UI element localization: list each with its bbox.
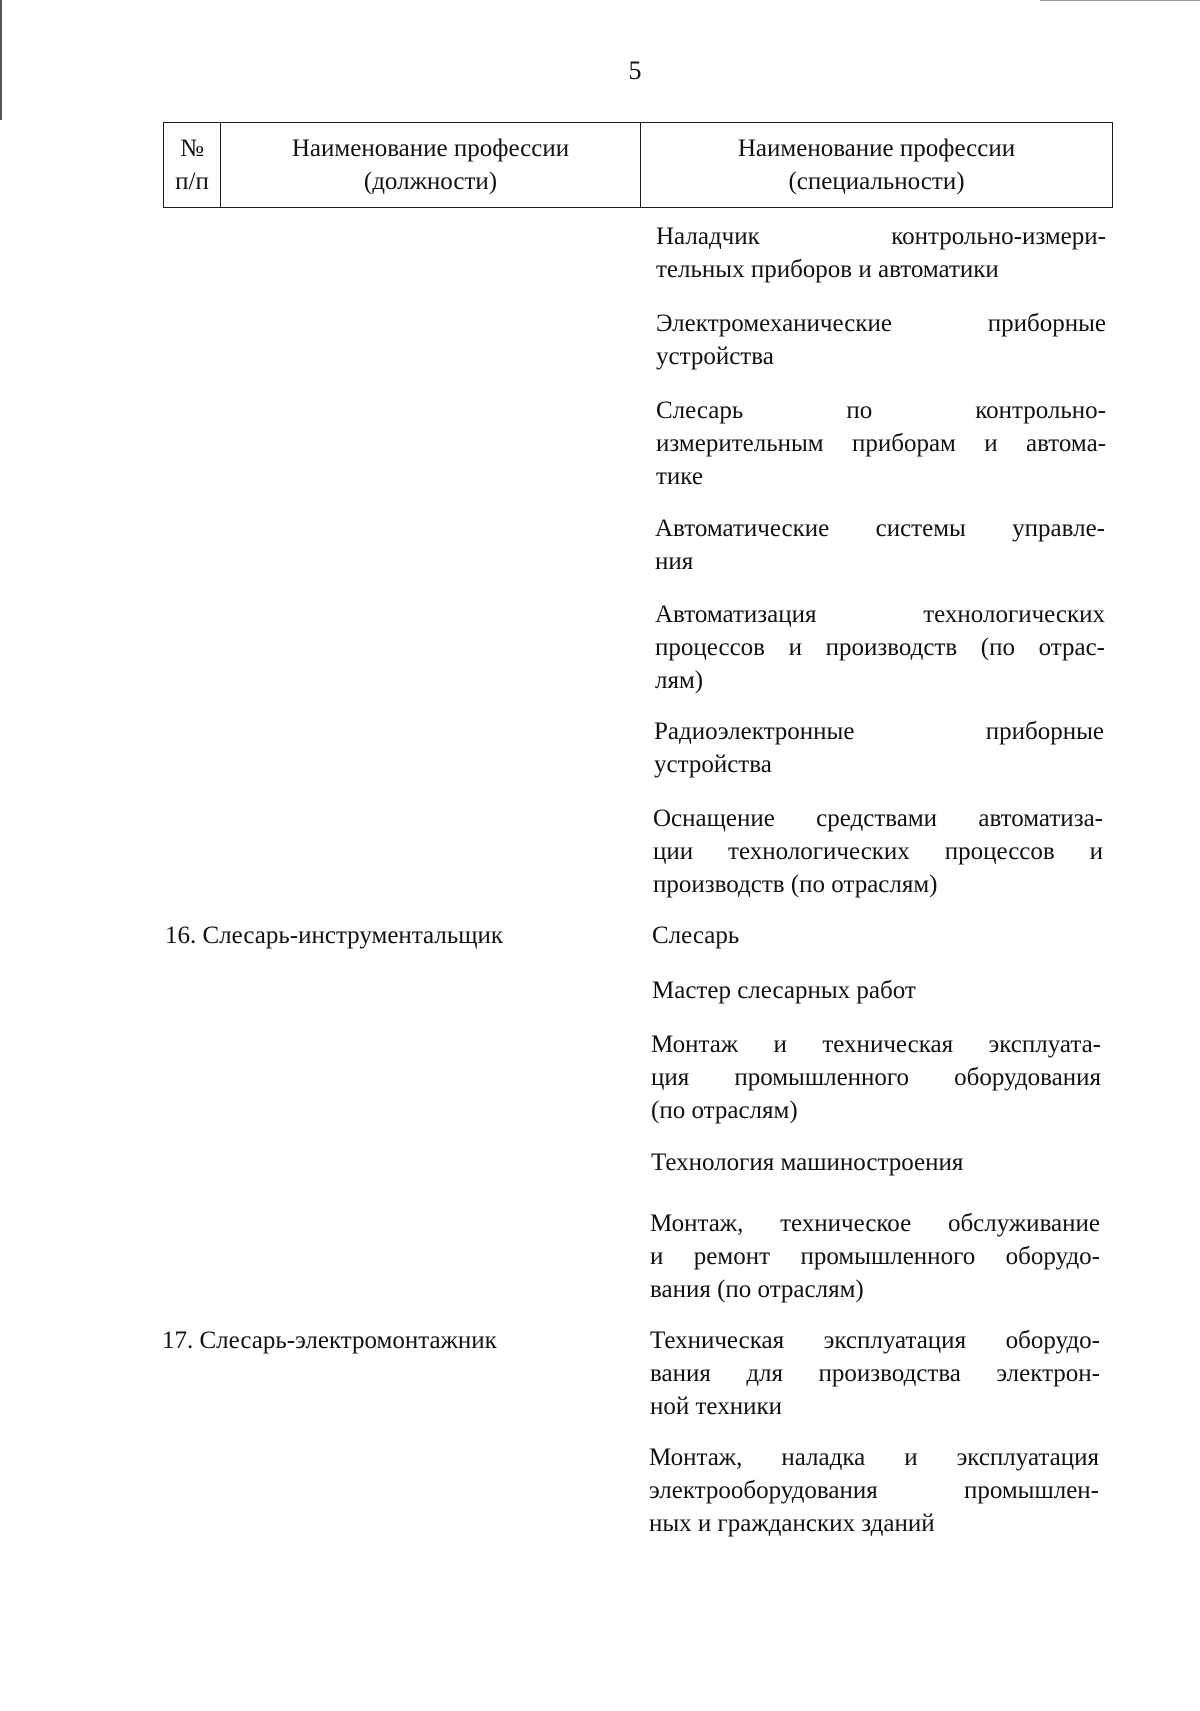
specialty-line: ции технологических процессов и <box>653 838 1103 865</box>
specialty-line: измерительным приборам и автома- <box>656 430 1106 457</box>
specialty-line: производств (по отраслям) <box>653 871 938 898</box>
header-specialty-column: Наименование профессии (специальности) <box>737 135 1016 195</box>
specialty-line: лям) <box>655 667 704 694</box>
specialty-item <box>656 394 1106 493</box>
table-header <box>163 122 1113 208</box>
specialty-line: Техническая эксплуатация оборудо- <box>650 1327 1100 1354</box>
specialty-line: Радиоэлектронные приборные <box>654 718 1104 745</box>
specialty-line: Мастер слесарных работ <box>652 977 916 1004</box>
specialty-line: Оснащение средствами автоматиза- <box>653 805 1103 832</box>
position-number: 16. <box>165 922 203 949</box>
specialty-line: Монтаж, техническое обслуживание <box>650 1210 1100 1237</box>
specialty-line: вания (по отраслям) <box>650 1276 864 1303</box>
specialty-item <box>654 715 1104 781</box>
header-position-column: Наименование профессии (должности) <box>221 123 641 207</box>
specialty-item <box>651 1028 1101 1127</box>
position-row <box>165 919 503 952</box>
header-number-column: № п/п <box>164 123 221 207</box>
specialty-item <box>652 919 1102 952</box>
specialty-line: Автоматизация технологических <box>655 601 1105 628</box>
specialty-item <box>656 307 1106 373</box>
specialty-line: ция промышленного оборудования <box>651 1064 1101 1091</box>
specialty-line: вания для производства электрон- <box>650 1360 1100 1387</box>
specialty-item <box>656 220 1106 286</box>
specialty-line: тельных приборов и автоматики <box>656 256 999 283</box>
specialty-line: Монтаж, наладка и эксплуатация <box>649 1444 1099 1471</box>
specialty-line: электрооборудования промышлен- <box>649 1477 1099 1504</box>
specialty-line: устройства <box>654 751 772 778</box>
specialty-item <box>653 802 1103 901</box>
specialty-line: процессов и производств (по отрас- <box>655 634 1105 661</box>
specialty-item <box>652 974 1102 1007</box>
page-number: 5 <box>628 56 642 85</box>
position-title: Слесарь-электромонтажник <box>199 1327 497 1354</box>
specialty-line: ния <box>655 548 694 575</box>
specialty-line: и ремонт промышленного оборудо- <box>650 1243 1100 1270</box>
specialty-item <box>655 512 1105 578</box>
specialty-item <box>650 1207 1100 1306</box>
specialty-item <box>655 598 1105 697</box>
specialty-line: (по отраслям) <box>651 1097 798 1124</box>
specialty-line: Слесарь <box>652 922 740 949</box>
specialty-item <box>651 1146 1101 1179</box>
specialty-item <box>649 1441 1099 1540</box>
specialty-line: Технология машиностроения <box>651 1149 964 1176</box>
specialty-line: ных и гражданских зданий <box>649 1510 935 1537</box>
specialty-line: ной техники <box>650 1393 782 1420</box>
specialty-line: Автоматические системы управле- <box>655 515 1105 542</box>
specialty-line: устройства <box>656 343 774 370</box>
position-number: 17. <box>162 1327 200 1354</box>
specialty-line: Электромеханические приборные <box>656 310 1106 337</box>
specialty-line: Монтаж и техническая эксплуата- <box>651 1031 1101 1058</box>
scan-edge-mark-top <box>1040 0 1200 1</box>
position-row <box>162 1324 497 1357</box>
position-title: Слесарь-инструментальщик <box>202 922 504 949</box>
specialty-item <box>650 1324 1100 1423</box>
specialty-line: Слесарь по контрольно- <box>656 397 1106 424</box>
specialty-line: тике <box>656 463 703 490</box>
specialty-line: Наладчик контрольно-измери- <box>656 223 1106 250</box>
